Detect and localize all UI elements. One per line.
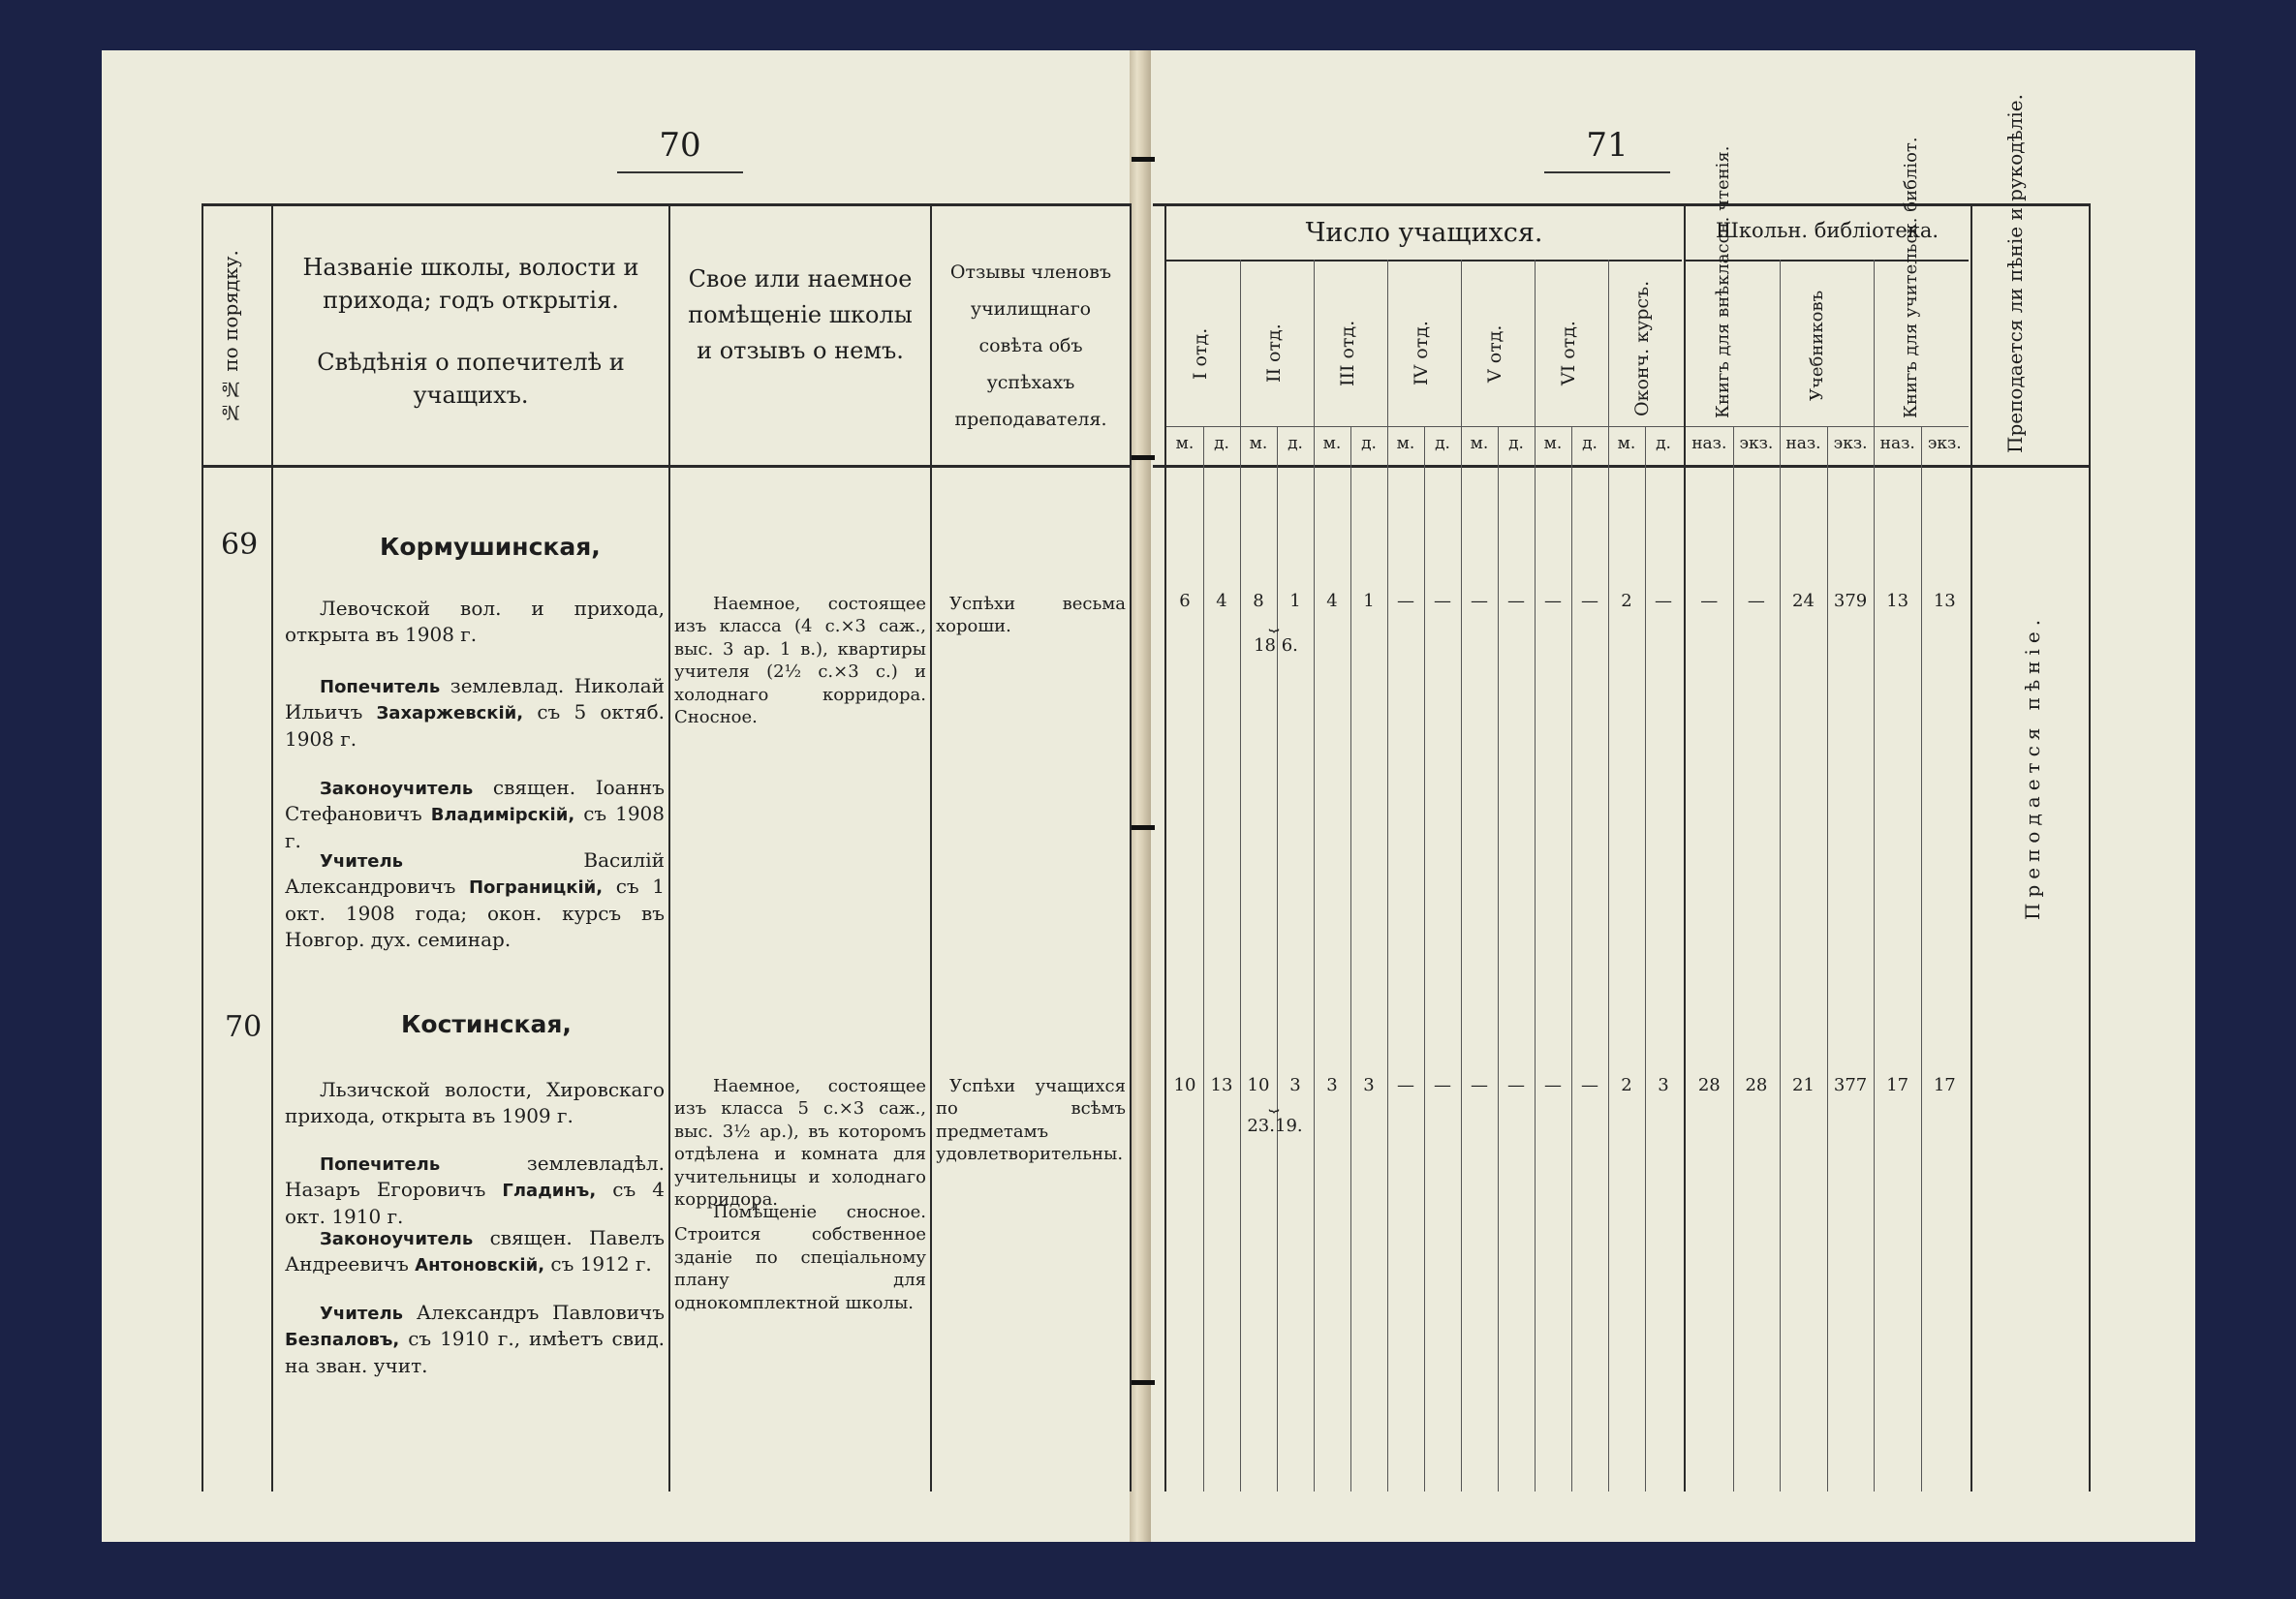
table-cell: 13 — [1933, 591, 1956, 611]
column-rule — [1203, 426, 1204, 1491]
column-rule — [1970, 203, 1972, 1491]
header-class-col: IV отд. — [1411, 321, 1432, 386]
table-cell: 10 — [1173, 1075, 1196, 1095]
column-rule — [1498, 426, 1499, 1491]
table-cell: 17 — [1886, 1075, 1909, 1095]
school-teacher: Учитель Василій Александровичъ Пограницкій, съ 1 окт. 1908 года; окон. курсъ въ Новгор. дух. семинар. — [285, 848, 666, 951]
column-rule — [1827, 426, 1828, 1491]
table-header-rule — [202, 465, 1132, 468]
header-class-col: III отд. — [1337, 320, 1358, 387]
school-trustee: Попечитель землевлад. Николай Ильичъ Захаржевскій, съ 5 октяб. 1908 г. — [285, 674, 665, 751]
header-library-col: Книгъ для внѣклассн. чтенія. — [1713, 145, 1733, 418]
school-trustee: Попечитель землевладѣл. Назаръ Егоровичъ Гладинъ, съ 4 окт. 1910 г. — [285, 1152, 665, 1228]
table-cell: — — [1434, 591, 1451, 611]
table-cell: — — [1581, 1075, 1598, 1095]
subheader-label: д. — [1582, 434, 1598, 453]
header-number: №№ по порядку. — [219, 250, 242, 424]
school-review: Успѣхи учащихся по всѣмъ предметамъ удовлетворительны. — [936, 1076, 1126, 1165]
header-library-group: Школьн. библіотека. — [1715, 219, 1939, 242]
header-crafts: Преподается ли пѣніе и рукодѣліе. — [2003, 94, 2027, 453]
table-cell: 17 — [1933, 1075, 1956, 1095]
header-class-col: Оконч. курсъ. — [1631, 280, 1653, 416]
header-library-col: Учебниковъ — [1807, 290, 1828, 402]
page-number-rule — [617, 171, 743, 173]
subheader-label: д. — [1435, 434, 1450, 453]
table-cell: — — [1397, 591, 1414, 611]
school-number: 70 — [225, 1010, 263, 1044]
header-class-col: VI отд. — [1558, 321, 1579, 386]
subheader-label: м. — [1396, 434, 1415, 453]
table-header-rule — [1153, 465, 2091, 468]
binding-stitch — [1132, 1380, 1155, 1385]
school-review: Успѣхи весьма хороши. — [936, 594, 1126, 637]
binding-stitch — [1132, 157, 1155, 162]
column-rule — [1684, 203, 1686, 1491]
subheader-label: м. — [1543, 434, 1563, 453]
table-cell: 28 — [1745, 1075, 1768, 1095]
header-name: Названіе школы, волости и прихода; годъ открытія. — [302, 254, 639, 314]
subheader-label: наз. — [1879, 434, 1915, 453]
column-rule — [1571, 426, 1572, 1491]
subheader-label: экз. — [1833, 434, 1868, 453]
school-location: Левочской вол. и прихода, открыта въ 1908 г. — [285, 597, 665, 646]
table-cell: — — [1544, 1075, 1562, 1095]
table-cell: 4 — [1326, 591, 1338, 611]
school-location: Льзичской волости, Хировскаго прихода, открыта въ 1909 г. — [285, 1078, 665, 1127]
school-premises-extra: Помѣщеніе сносное. Строится собственное зданіе по спеціальному плану для однокомплектной школы. — [674, 1202, 926, 1313]
subheader-label: д. — [1361, 434, 1377, 453]
header-class-col: I отд. — [1190, 327, 1211, 380]
table-cell: 8 — [1253, 591, 1264, 611]
table-cell: 3 — [1289, 1075, 1301, 1095]
table-cell: 24 — [1792, 591, 1815, 611]
table-cell: — — [1700, 591, 1719, 611]
column-rule — [930, 203, 932, 1491]
column-rule — [202, 203, 203, 1491]
header-students-group: Число учащихся. — [1305, 218, 1543, 248]
subheader-label: м. — [1249, 434, 1268, 453]
school-premises: Наемное, состоящее изъ класса 5 с.×3 саж., выс. 3½ ар.), въ которомъ отдѣлена и комната для учительницы и холоднаго корридора. — [674, 1076, 926, 1210]
table-cell: — — [1507, 591, 1525, 611]
class-brace: ⏟ — [1268, 1092, 1280, 1113]
column-rule — [1164, 203, 1166, 1491]
class-brace: ⏟ — [1268, 612, 1280, 632]
school-premises: Наемное, состоящее изъ класса (4 с.×3 саж., выс. 3 ар. 1 в.), квартиры учителя (2½ с.×3 с.) и холоднаго корридора. Сносное. — [674, 594, 926, 727]
subheader-label: экз. — [1739, 434, 1774, 453]
row-total: 23.19. — [1247, 1116, 1303, 1136]
table-cell: — — [1655, 591, 1672, 611]
table-cell: — — [1397, 1075, 1414, 1095]
school-priest: Законоучитель священ. Іоаннъ Стефановичъ Владимірскій, съ 1908 г. — [285, 776, 666, 852]
table-top-rule — [1153, 203, 2091, 206]
table-cell: 4 — [1216, 591, 1227, 611]
header-class-col: II отд. — [1263, 323, 1285, 384]
column-rule — [1424, 426, 1425, 1491]
column-rule — [1277, 426, 1278, 1491]
subheader-label: м. — [1175, 434, 1195, 453]
school-name: Костинская, — [401, 1010, 572, 1038]
column-rule — [668, 203, 670, 1491]
table-top-rule — [202, 203, 1132, 206]
subheader-rule — [1166, 426, 1969, 427]
page-number-rule — [1544, 171, 1670, 173]
subheader-label: наз. — [1785, 434, 1821, 453]
column-rule — [1350, 426, 1351, 1491]
binding-stitch — [1132, 455, 1155, 460]
subheader-label: наз. — [1691, 434, 1727, 453]
table-cell: — — [1471, 1075, 1488, 1095]
table-cell: 13 — [1210, 1075, 1233, 1095]
column-rule — [2089, 203, 2091, 1491]
binding-stitch — [1132, 825, 1155, 830]
column-rule — [1645, 426, 1646, 1491]
right-page-number: 71 — [1586, 126, 1629, 165]
book-spine — [1130, 50, 1151, 1542]
header-premises: Свое или наемное помѣщеніе школы и отзывъ о немъ. — [688, 265, 913, 365]
table-cell: 1 — [1289, 591, 1301, 611]
subheader-label: д. — [1214, 434, 1229, 453]
table-cell: — — [1471, 591, 1488, 611]
subheader-label: экз. — [1927, 434, 1962, 453]
subheader-label: д. — [1288, 434, 1303, 453]
table-cell: 1 — [1363, 591, 1375, 611]
table-cell: — — [1507, 1075, 1525, 1095]
column-rule — [1733, 426, 1734, 1491]
table-cell: 377 — [1833, 1075, 1868, 1095]
table-cell: 2 — [1621, 591, 1632, 611]
subheader-label: м. — [1470, 434, 1489, 453]
table-cell: 3 — [1658, 1075, 1669, 1095]
school-number: 69 — [221, 528, 259, 562]
table-cell: — — [1544, 591, 1562, 611]
header-reviews: Отзывы членовъ училищнаго совѣта объ успѣхахъ преподавателя. — [949, 261, 1112, 430]
subheader-label: д. — [1508, 434, 1524, 453]
group-rule — [1166, 260, 1682, 261]
school-priest: Законоучитель священ. Павелъ Андреевичъ Антоновскій, съ 1912 г. — [285, 1226, 665, 1276]
left-page-number: 70 — [659, 126, 701, 165]
subheader-label: м. — [1322, 434, 1342, 453]
table-cell: 3 — [1363, 1075, 1375, 1095]
column-rule — [1130, 203, 1132, 1491]
table-cell: 6 — [1179, 591, 1191, 611]
header-library-col: Книгъ для учительск. библіот. — [1901, 137, 1922, 418]
header-name-sub: Свѣдѣнія о попечителѣ и учащихъ. — [317, 349, 625, 409]
school-teacher: Учитель Александръ Павловичъ Безпаловъ, съ 1910 г., имѣетъ свид. на зван. учит. — [285, 1301, 666, 1377]
column-rule — [1921, 426, 1922, 1491]
row-total: 18 6. — [1254, 635, 1298, 656]
subheader-label: м. — [1617, 434, 1636, 453]
table-cell: 2 — [1621, 1075, 1632, 1095]
crafts-note: Преподается пѣніе. — [2021, 613, 2044, 920]
table-cell: 21 — [1792, 1075, 1815, 1095]
table-cell: 3 — [1326, 1075, 1338, 1095]
table-cell: — — [1434, 1075, 1451, 1095]
table-cell: — — [1747, 591, 1765, 611]
table-cell: — — [1581, 591, 1598, 611]
table-cell: 13 — [1886, 591, 1909, 611]
school-name: Кормушинская, — [380, 533, 601, 561]
column-rule — [271, 203, 273, 1491]
header-class-col: V отд. — [1484, 324, 1505, 383]
subheader-label: д. — [1656, 434, 1671, 453]
table-cell: 10 — [1247, 1075, 1270, 1095]
table-cell: 28 — [1697, 1075, 1721, 1095]
table-cell: 379 — [1833, 591, 1868, 611]
